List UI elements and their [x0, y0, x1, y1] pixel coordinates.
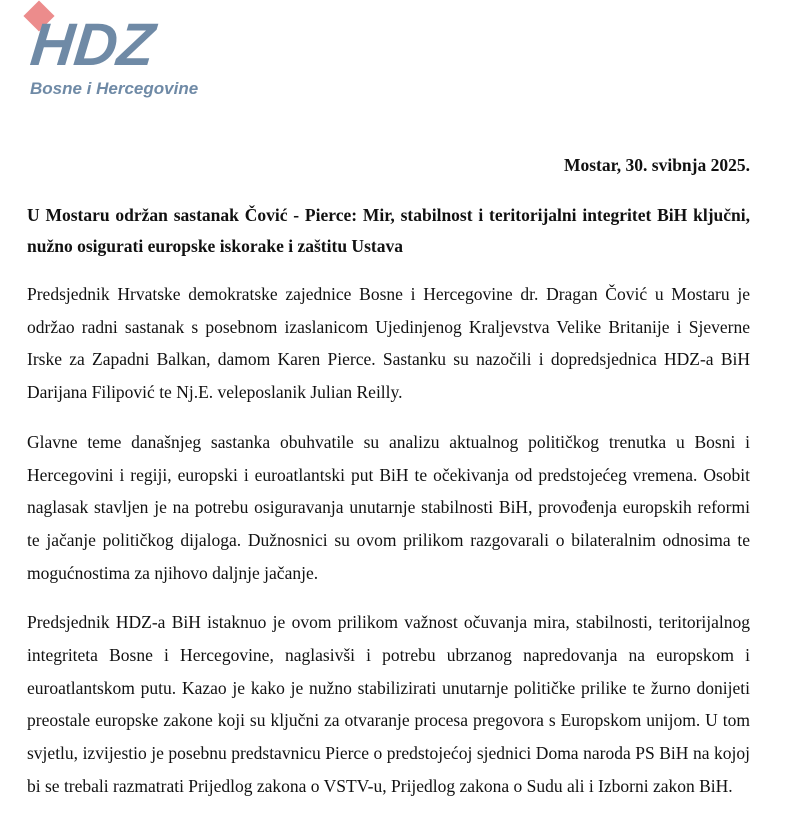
- paragraph-3: Predsjednik HDZ-a BiH istaknuo je ovom prilikom važnost očuvanja mira, stabilnosti, teritorijalnog integriteta Bosne i Hercegovine, naglasivši i potrebu ubrzanog napredovanja na europskom i euroatlantskom putu. Kazao je kako je nužno stabilizirati unutarnje političke prilike te žurno donijeti preostale europske zakone koji su ključni za otvaranje procesa pregovora s Europskom unijom. U tom svjetlu, izvijestio je posebnu predstavnicu Pierce o predstojećoj sjednici Doma naroda PS BiH na kojoj bi se trebali razmatrati Prijedlog zakona o VSTV-u, Prijedlog zakona o Sudu ali i Izborni zakon BiH.: [27, 612, 750, 796]
- hdz-logo: [24, 2, 224, 102]
- document-headline: U Mostaru održan sastanak Čović - Pierce: Mir, stabilnost i teritorijalni integritet BiH ključni, nužno osigurati europske iskorake i zaštitu Ustava: [27, 205, 750, 256]
- logo-main-text: HDZ: [27, 11, 158, 78]
- document-date: Mostar, 30. svibnja 2025.: [563, 155, 750, 175]
- logo-subtitle: Bosne i Hercegovine: [30, 79, 199, 98]
- paragraph-1: Predsjednik Hrvatske demokratske zajednice Bosne i Hercegovine dr. Dragan Čović u Mostaru je održao radni sastanak s posebnom izaslanicom Ujedinjenog Kraljevstva Velike Britanije i Sjeverne Irske za Zapadni Balkan, damom Karen Pierce. Sastanku su nazočili i dopredsjednica HDZ-a BiH Darijana Filipović te Nj.E. veleposlanik Julian Reilly.: [27, 284, 750, 403]
- document-body: [27, 200, 750, 820]
- paragraph-2: Glavne teme današnjeg sastanka obuhvatile su analizu aktualnog političkog trenutka u Bosni i Hercegovini i regiji, europski i euroatlantski put BiH te očekivanja od predstojećeg vremena. Osobit naglasak stavljen je na potrebu osiguravanja unutarnje stabilnosti BiH, provođenja europskih reformi te jačanje političkog dijaloga. Dužnosnici su ovom prilikom razgovarali o bilateralnim odnosima te mogućnostima za njihovo daljnje jačanje.: [27, 431, 750, 583]
